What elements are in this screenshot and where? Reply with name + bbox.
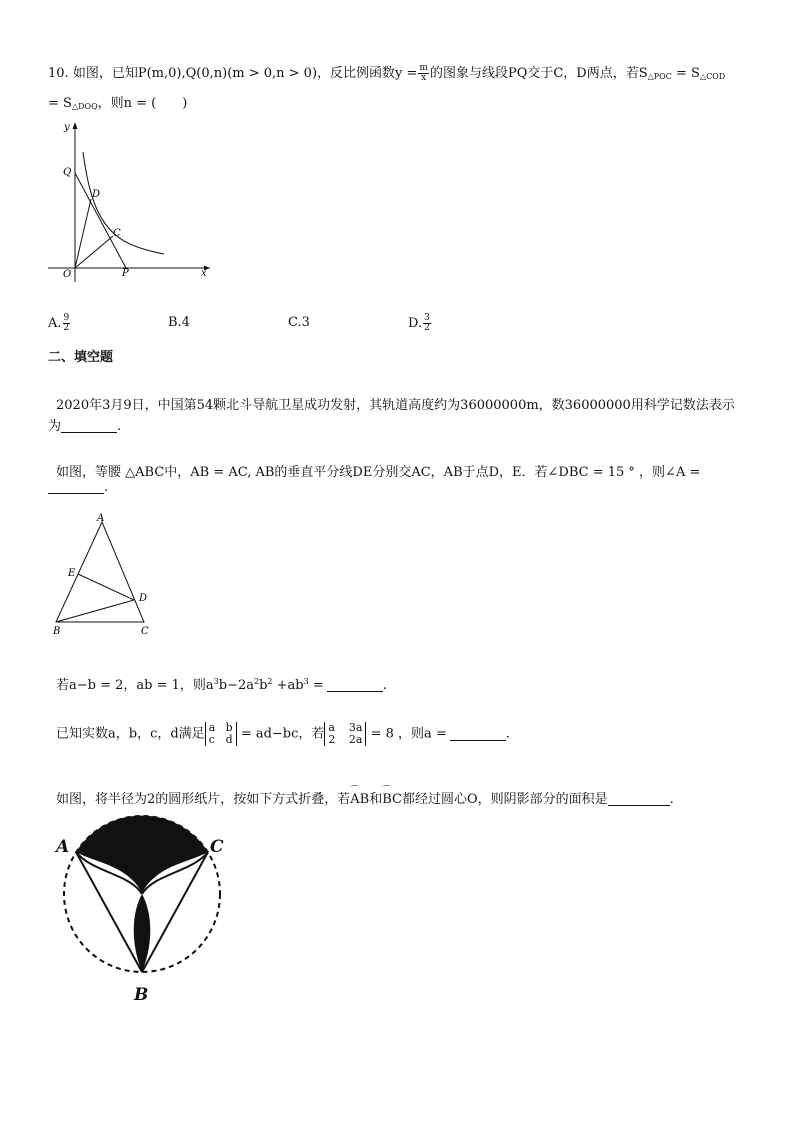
section-heading: 二、填空题 — [48, 350, 114, 365]
choice-b[interactable] — [168, 315, 190, 330]
fill1-prefix: 为 — [48, 419, 62, 434]
answer-blank-1[interactable] — [61, 420, 117, 433]
fraction-m-over-x: $\frac{m}{x}$ — [419, 63, 428, 83]
choice-c[interactable] — [288, 315, 310, 330]
subscript-cod: △COD — [699, 72, 726, 81]
segment-PQ — [75, 173, 126, 268]
label-C: C — [141, 626, 149, 637]
choice-c-value: 3 — [301, 315, 310, 330]
fill-question-1-line2 — [48, 415, 121, 434]
label-P: P — [122, 268, 129, 279]
fill-question-2-line2 — [48, 480, 108, 495]
fill-question-5 — [56, 788, 674, 807]
label-O: O — [63, 269, 72, 280]
choice-c-letter: C. — [288, 315, 302, 330]
fill-question-4 — [56, 722, 510, 746]
fill5-end: . — [669, 792, 674, 807]
arc-BC: ⌒ BC — [382, 792, 402, 807]
choice-a-letter: A. — [48, 316, 62, 331]
fill3-term1: b−2a — [218, 678, 254, 693]
label-x: x — [201, 268, 207, 279]
determinant-abcd: a b c d — [205, 722, 237, 746]
choice-d-letter: D. — [408, 316, 423, 331]
y-axis-arrow — [73, 122, 78, 129]
answer-blank-5[interactable] — [608, 793, 670, 806]
shaded-top-region — [76, 816, 208, 894]
segment-OD — [75, 199, 91, 268]
label-D: D — [139, 593, 148, 604]
q10-after-frac: 的图象与线段PQ交于C，D两点，若S — [429, 66, 648, 81]
fill5-and: 和 — [369, 792, 383, 807]
q10-line2-eq: = S — [48, 96, 72, 111]
determinant-a-3a-2-2a: a 3a 2 2a — [324, 722, 366, 746]
label-y: y — [64, 122, 70, 133]
label-B: B — [134, 985, 149, 1005]
question-number: 10. — [48, 66, 69, 81]
q10-points: P(m,0),Q(0,n) — [137, 66, 228, 81]
label-D: D — [92, 189, 101, 200]
answer-blank-3[interactable] — [327, 679, 383, 692]
label-A: A — [56, 837, 70, 857]
fill4-pre: 已知实数a，b，c，d满足 — [56, 726, 205, 742]
choice-a[interactable] — [48, 314, 71, 333]
answer-blank-2[interactable] — [48, 481, 104, 494]
segment-BD — [56, 600, 134, 622]
fill3-term3: +ab — [272, 678, 304, 693]
hyperbola-figure — [44, 118, 216, 286]
fill-question-1-line1: 2020年3月9日，中国第54颗北斗导航卫星成功发射，其轨道高度约为36000000m，数36000000用科学记数法表示 — [56, 398, 735, 413]
segment-OC — [75, 236, 113, 268]
choice-d[interactable] — [408, 314, 432, 333]
exp-4: 3 — [303, 677, 309, 686]
fill5-post: 都经过圆心O，则阴影部分的面积是 — [402, 792, 608, 807]
fill2-end: . — [104, 480, 109, 495]
label-O: O — [148, 889, 162, 908]
fill3-term2: b — [259, 678, 268, 693]
label-C: C — [113, 228, 121, 239]
subscript-doq: △DOQ — [71, 102, 98, 111]
label-Q: Q — [63, 167, 72, 178]
choice-b-value: 4 — [181, 315, 190, 330]
q10-line2-tail: ，则n = ( ) — [97, 96, 188, 111]
q10-eq1: = S — [671, 66, 700, 81]
arc-AB: ⌒ AB — [350, 792, 369, 807]
q10-mid: ，反比例函数y = — [317, 66, 418, 81]
exp-1: 3 — [213, 677, 219, 686]
label-E: E — [68, 568, 76, 579]
fill3-end: . — [382, 678, 387, 693]
choice-a-fraction: $\frac{9}{2}$ — [63, 313, 70, 333]
choice-d-fraction: $\frac{3}{2}$ — [424, 313, 430, 333]
folded-circle-figure — [54, 812, 230, 1006]
exp-3: 2 — [267, 677, 273, 686]
fill3-pre: 若a−b = 2，ab = 1，则a — [56, 678, 214, 693]
question-10-line1 — [48, 62, 725, 83]
answer-blank-4[interactable] — [450, 728, 506, 741]
triangle-figure — [48, 510, 164, 638]
fill5-pre: 如图，将半径为2的圆形纸片，按如下方式折叠，若 — [56, 792, 351, 807]
fill4-end: . — [505, 726, 510, 742]
label-A: A — [97, 513, 105, 524]
fill4-eq: = 8 ，则a = — [366, 726, 447, 742]
fill1-end: . — [117, 419, 122, 434]
subscript-poc: △POC — [647, 72, 672, 81]
q10-condition: (m > 0,n > 0) — [227, 66, 318, 81]
choice-b-letter: B. — [168, 315, 182, 330]
fill4-mid: = ad−bc，若 — [236, 726, 325, 742]
label-B: B — [53, 626, 61, 637]
fill-question-2-line1: 如图，等腰 △ABC中，AB = AC, AB的垂直平分线DE分别交AC，AB于点D，E．若∠DBC = 15 ° ，则∠A = — [56, 465, 701, 480]
fill-question-3 — [56, 674, 387, 693]
exp-2: 2 — [254, 677, 260, 686]
question-10-line2 — [48, 92, 187, 111]
fill3-equals: = — [308, 678, 324, 693]
label-C: C — [210, 837, 224, 857]
q10-lead: 如图，已知 — [72, 66, 138, 81]
hyperbola-curve — [83, 152, 164, 254]
